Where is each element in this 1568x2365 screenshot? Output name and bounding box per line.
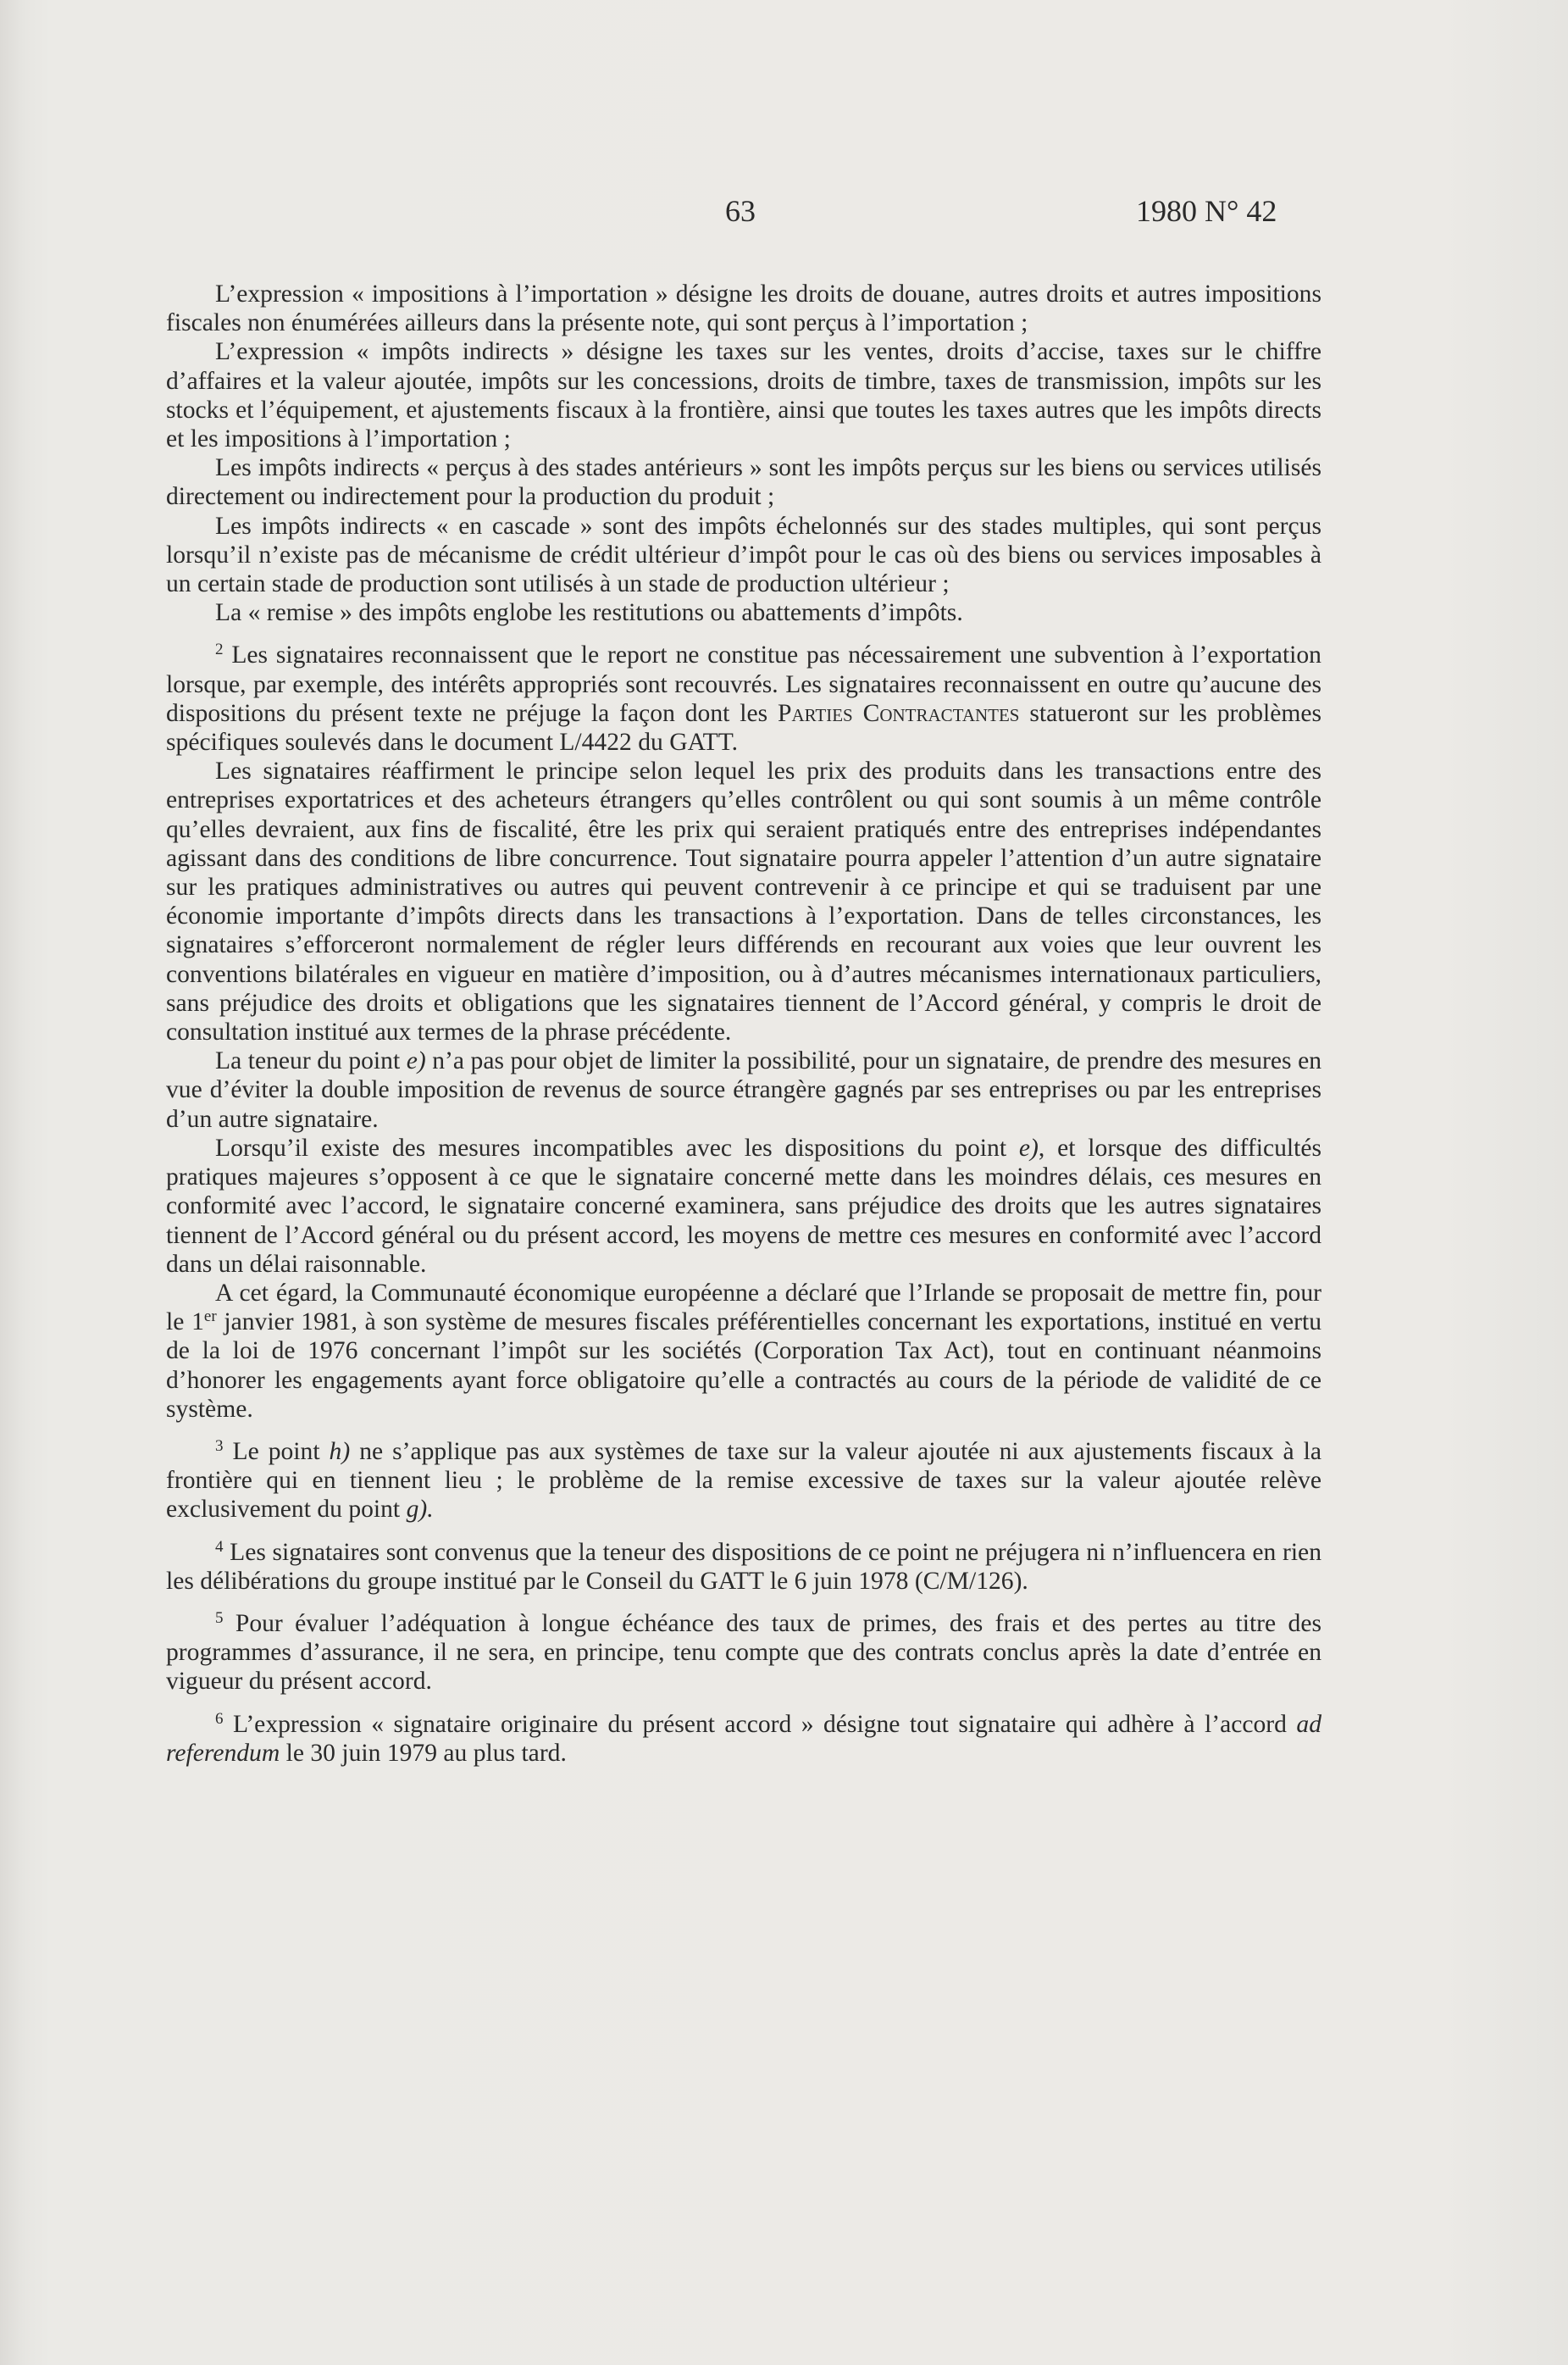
definition-remission: La « remise » des impôts englobe les restitutions ou abattements d’impôts. (215, 599, 963, 627)
point-reference: h) (329, 1437, 351, 1465)
text-part: janvier 1981, à son système de mesures fiscales préférentielles concernant les exportations, institué en vertu de la loi de 1976 concernant l’impôt sur les sociétés (Corporation Tax Act), tout en continuant néanmoins d’honorer les engagements ayant force obligatoire qu’elle a contractés au cours de la période de validité de ce système. (166, 1308, 1321, 1423)
latin-term: ad referendum (166, 1710, 1321, 1767)
text-part: , et lorsque des difficultés pratiques majeures s’opposent à ce que le signataire concerné mette dans les moindres délais, ces mesures en conformité avec l’accord, le signataire concerné examinera, sans préjudice des droits que les autres signataires tiennent de l’Accord général ou du présent accord, les moyens de mettre ces mesures en conformité avec l’accord dans un délai raisonnable. (166, 1134, 1321, 1278)
footnote-text-part: Pour évaluer l’adéquation à longue échéance des taux de primes, des frais et des pertes au titre des programmes d’assurance, il ne sera, en principe, tenu compte que des contrats conclus après la date d’entrée en vigueur du présent accord. (166, 1609, 1321, 1696)
definition-indirect-taxes: L’expression « impôts indirects » désigne les taxes sur les ventes, droits d’accise, taxes sur le chiffre d’affaires et la valeur ajoutée, impôts sur les concessions, droits de timbre, taxes de transmission, impôts sur les stocks et l’équipement, et ajustements fiscaux à la frontière, ainsi que toutes les taxes autres que les impôts directs et les impositions à l’importation ; (166, 338, 1321, 453)
definition-prior-stage-taxes: Les impôts indirects « perçus à des stades antérieurs » sont les impôts perçus sur les biens ou services utilisés directement ou indirectement pour la production du produit ; (166, 454, 1321, 511)
footnote-marker: 2 (215, 641, 224, 659)
footnote-marker: 3 (215, 1436, 224, 1455)
definition-cumulative-taxes: Les impôts indirects « en cascade » sont des impôts échelonnés sur des stades multiples, qui sont perçus lorsqu’il n’existe pas de mécanisme de crédit ultérieur d’impôt pour le cas où des biens ou services imposables à un certain stade de production sont utilisés à un stade de production ultérieur ; (166, 512, 1321, 598)
paragraph-double-taxation (166, 1046, 1321, 1134)
paragraph-transfer-pricing: Les signataires réaffirment le principe selon lequel les prix des produits dans les transactions entre des entreprises exportatrices et des acheteurs étrangers qu’elles contrôlent ou qui sont soumis à un même contrôle qu’elles devraient, aux fins de fiscalité, être les prix qui seraient pratiqués entre des entreprises indépendantes agissant dans des conditions de libre concurrence. Tout signataire pourra appeler l’attention d’un autre signataire sur les pratiques administratives ou autres qui peuvent contrevenir à ce principe et qui se traduisent par une économie importante d’impôts directs dans les transactions à l’exportation. Dans de telles circonstances, les signataires s’efforceront normalement de régler leurs différends en recourant aux voies que leur ouvrent les conventions bilatérales en vigueur en matière d’imposition, ou à d’autres mécanismes internationaux particuliers, sans préjudice des droits et obligations que les signataires tiennent de l’Accord général, y compris le droit de consultation institué aux termes de la phrase précédente. (166, 758, 1321, 1046)
definition-import-charges: L’expression « impositions à l’importation » désigne les droits de douane, autres droits et autres impositions fiscales non énumérées ailleurs dans la présente note, qui sont perçus à l’importation ; (166, 280, 1321, 337)
page-number: 63 (725, 194, 756, 228)
text-part: A cet égard, la Communauté économique européenne a déclaré que l’Irlande se proposait de mettre fin, pour le 1 (166, 1279, 1321, 1336)
footnote-3 (166, 1437, 1321, 1524)
footnote-text-part: ne s’applique pas aux systèmes de taxe sur la valeur ajoutée ni aux ajustements fiscaux à la frontière qui en tiennent lieu ; le problème de la remise excessive de taxes sur la valeur ajoutée relève exclusivement du point (166, 1437, 1321, 1524)
footnote-4 (166, 1538, 1321, 1596)
footnote-text-part: Les signataires reconnaissent que le report ne constitue pas nécessairement une subvention à l’exportation lorsque, par exemple, des intérêts appropriés sont recouvrés. Les signataires reconnaissent en outre qu’aucune des dispositions du présent texte ne préjuge la façon dont les (166, 641, 1321, 727)
footnote-marker: 4 (215, 1537, 224, 1556)
issue-reference: 1980 N° 42 (1136, 194, 1277, 228)
footnote-text-part: Les signataires sont convenus que la teneur des dispositions de ce point ne préjugera ni n’influencera en rien les délibérations du groupe institué par le Conseil du GATT le 6 juin 1978 (C/M/126). (166, 1538, 1321, 1595)
text-part: n’a pas pour objet de limiter la possibilité, pour un signataire, de prendre des mesures en vue d’éviter la double imposition de revenus de source étrangère gagnés par ses entreprises ou par les entreprises d’un autre signataire. (166, 1047, 1321, 1133)
point-reference: e) (406, 1047, 426, 1075)
point-reference: g). (406, 1496, 434, 1524)
footnote-marker: 6 (215, 1709, 224, 1728)
footnote-text-part: le 30 juin 1979 au plus tard. (280, 1739, 567, 1767)
footnote-6 (166, 1710, 1321, 1768)
footnote-text-part: L’expression « signataire originaire du présent accord » désigne tout signataire qui adhère à l’accord (232, 1710, 1297, 1738)
footnote-5 (166, 1609, 1321, 1696)
footnote-text (166, 280, 1321, 1768)
text-part: La teneur du point (215, 1047, 407, 1075)
ordinal-superscript: er (203, 1307, 217, 1326)
paragraph-incompatible-measures (166, 1134, 1321, 1279)
point-reference: e) (1018, 1134, 1039, 1162)
footnote-marker: 5 (215, 1608, 224, 1627)
paragraph-ireland (166, 1279, 1321, 1424)
contracting-parties-term: Parties Contractantes (778, 699, 1020, 727)
footnote-text-part: statueront sur les problèmes spécifiques soulevés dans le document L/4422 du GATT. (166, 699, 1322, 757)
footnote-text-part: Le point (232, 1437, 330, 1465)
text-part: Lorsqu’il existe des mesures incompatibles avec les dispositions du point (215, 1134, 1019, 1162)
footnote-2 (166, 641, 1321, 757)
page-header (0, 193, 1568, 236)
